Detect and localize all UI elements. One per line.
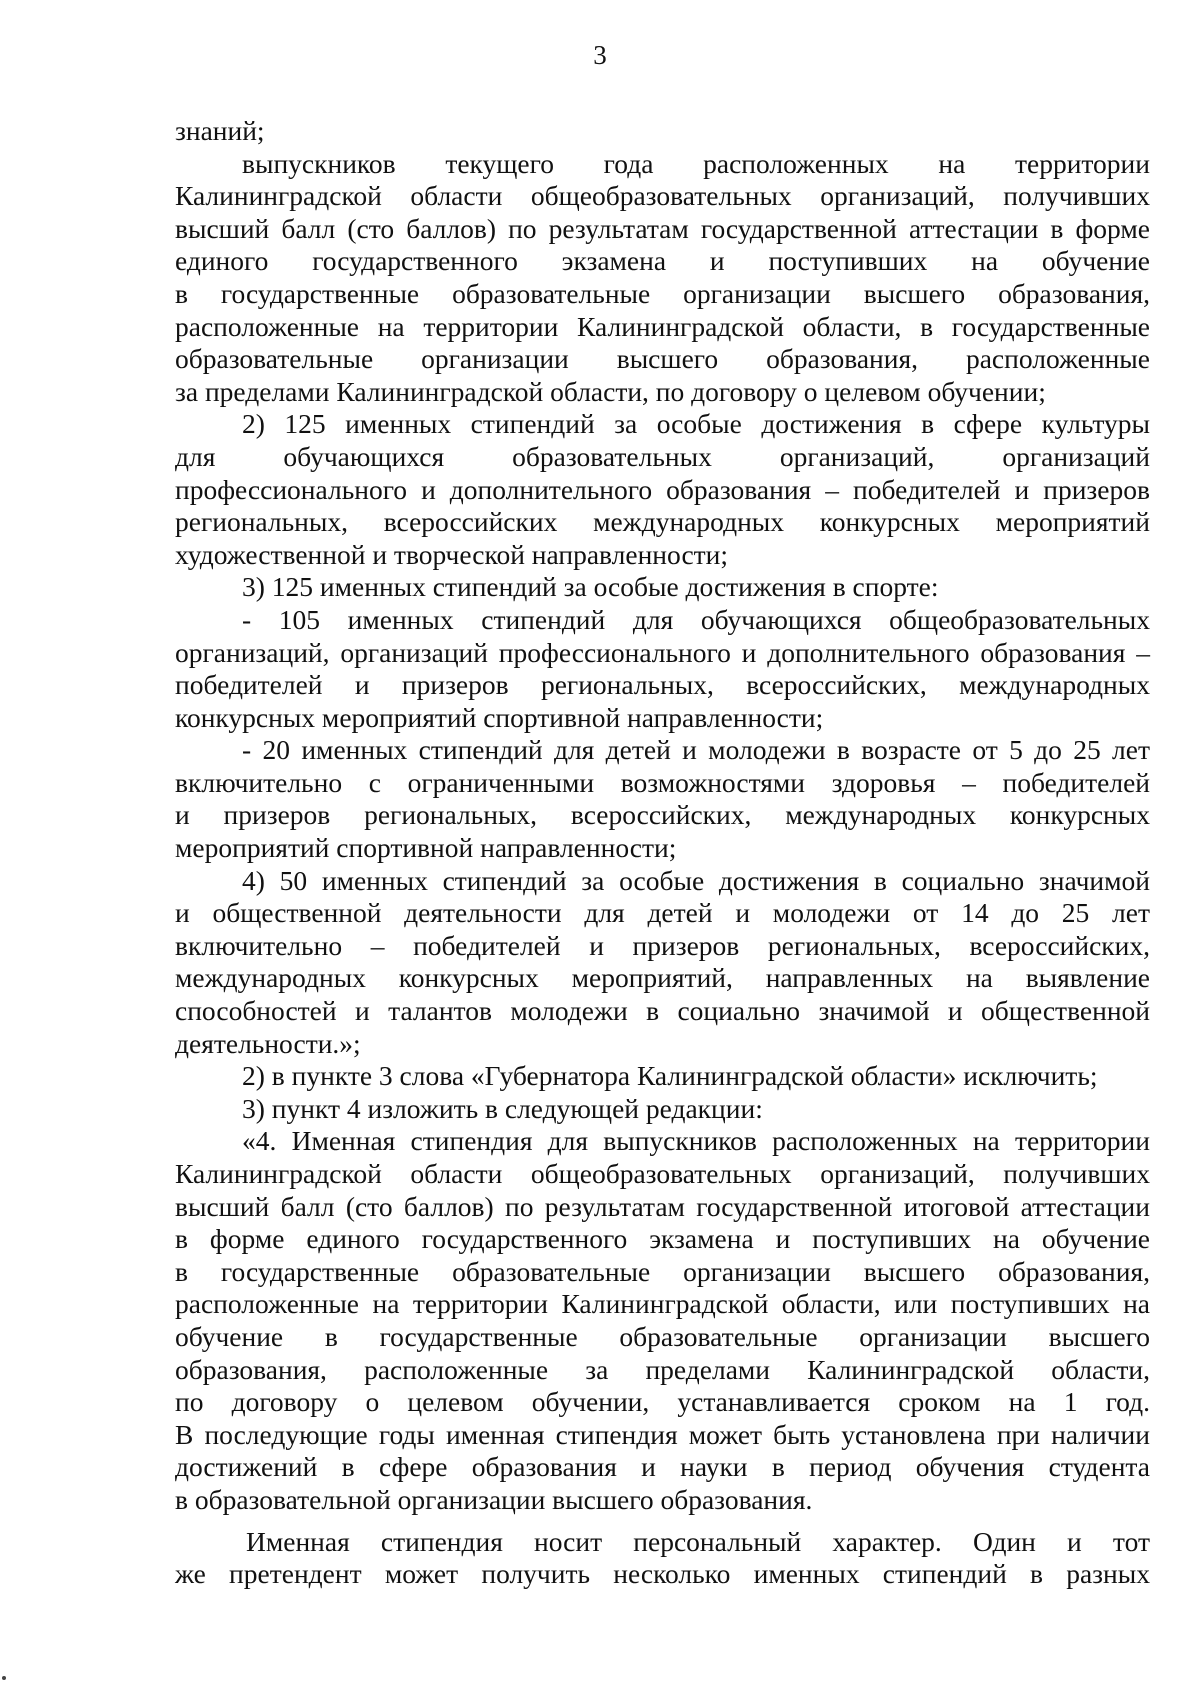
text-line: 4) 50 именных стипендий за особые достижения в социально значимой [242,864,1150,896]
text-line: в государственные образовательные организации высшего образования, [175,277,1150,309]
text-line: расположенные на территории Калининградской области, в государственные [175,310,1150,342]
text-line: способностей и талантов молодежи в социально значимой и общественной [175,995,1150,1027]
text-line: мероприятий спортивной направленности; [175,832,677,864]
document-body [175,115,1150,1591]
text-line: международных конкурсных мероприятий, направленных на выявление [175,962,1150,994]
text-line: обучение в государственные образовательные организации высшего [175,1320,1150,1352]
text-line: профессионального и дополнительного образования – победителей и призеров [175,473,1150,505]
text-line: единого государственного экзамена и поступивших на обучение [175,245,1150,277]
text-line: победителей и призеров региональных, всероссийских, международных [175,669,1150,701]
text-line: для обучающихся образовательных организаций, организаций [175,440,1150,472]
text-line: за пределами Калининградской области, по договору о целевом обучении; [175,375,1046,407]
text-line: региональных, всероссийских международных конкурсных мероприятий [175,506,1150,538]
text-line: конкурсных мероприятий спортивной направленности; [175,701,824,733]
text-line: - 20 именных стипендий для детей и молодежи в возрасте от 5 до 25 лет [242,734,1150,766]
text-line: Именная стипендия носит персональный характер. Один и тот [246,1525,1150,1557]
text-line: выпускников текущего года расположенных на территории [242,147,1150,179]
text-line: высший балл (сто баллов) по результатам государственной аттестации в форме [175,212,1150,244]
text-line: знаний; [175,115,265,146]
text-line: включительно с ограниченными возможностями здоровья – победителей [175,766,1150,798]
text-line: по договору о целевом обучении, устанавливается сроком на 1 год. [175,1386,1150,1418]
text-line: В последующие годы именная стипендия может быть установлена при наличии [175,1418,1150,1450]
text-line: же претендент может получить несколько именных стипендий в разных [175,1558,1150,1590]
scan-dot [2,1676,6,1680]
text-line: организаций, организаций профессионального и дополнительного образования – [175,636,1150,668]
text-line: Калининградской области общеобразовательных организаций, получивших [175,1158,1150,1189]
text-line: 2) в пункте 3 слова «Губернатора Калининградской области» исключить; [242,1060,1098,1092]
text-line: деятельности.»; [175,1027,361,1059]
text-line: «4. Именная стипендия для выпускников расположенных на территории [242,1125,1150,1157]
text-line: 3) пункт 4 изложить в следующей редакции: [242,1092,763,1124]
text-line: образования, расположенные за пределами Калининградской области, [175,1353,1150,1385]
text-line: высший балл (сто баллов) по результатам государственной итоговой аттестации [175,1190,1150,1222]
text-line: достижений в сфере образования и науки в период обучения студента [175,1451,1150,1483]
text-line: в форме единого государственного экзамена и поступивших на обучение [175,1223,1150,1255]
text-line: Калининградской области общеобразовательных организаций, получивших [175,180,1150,212]
page-number: 3 [593,40,607,70]
text-line: в образовательной организации высшего образования. [175,1483,813,1515]
text-line: и призеров региональных, всероссийских, международных конкурсных [175,799,1150,831]
text-line: и общественной деятельности для детей и молодежи от 14 до 25 лет [175,897,1150,929]
text-line: включительно – победителей и призеров региональных, всероссийских, [175,929,1150,961]
text-line: в государственные образовательные организации высшего образования, [175,1255,1150,1287]
text-line: расположенные на территории Калининградской области, или поступивших на [175,1288,1150,1320]
text-line: 3) 125 именных стипендий за особые достижения в спорте: [242,571,939,603]
text-line: - 105 именных стипендий для обучающихся общеобразовательных [242,603,1150,635]
text-line: образовательные организации высшего образования, расположенные [175,343,1150,375]
text-line: 2) 125 именных стипендий за особые достижения в сфере культуры [242,408,1150,440]
text-line: художественной и творческой направленности; [175,538,729,570]
